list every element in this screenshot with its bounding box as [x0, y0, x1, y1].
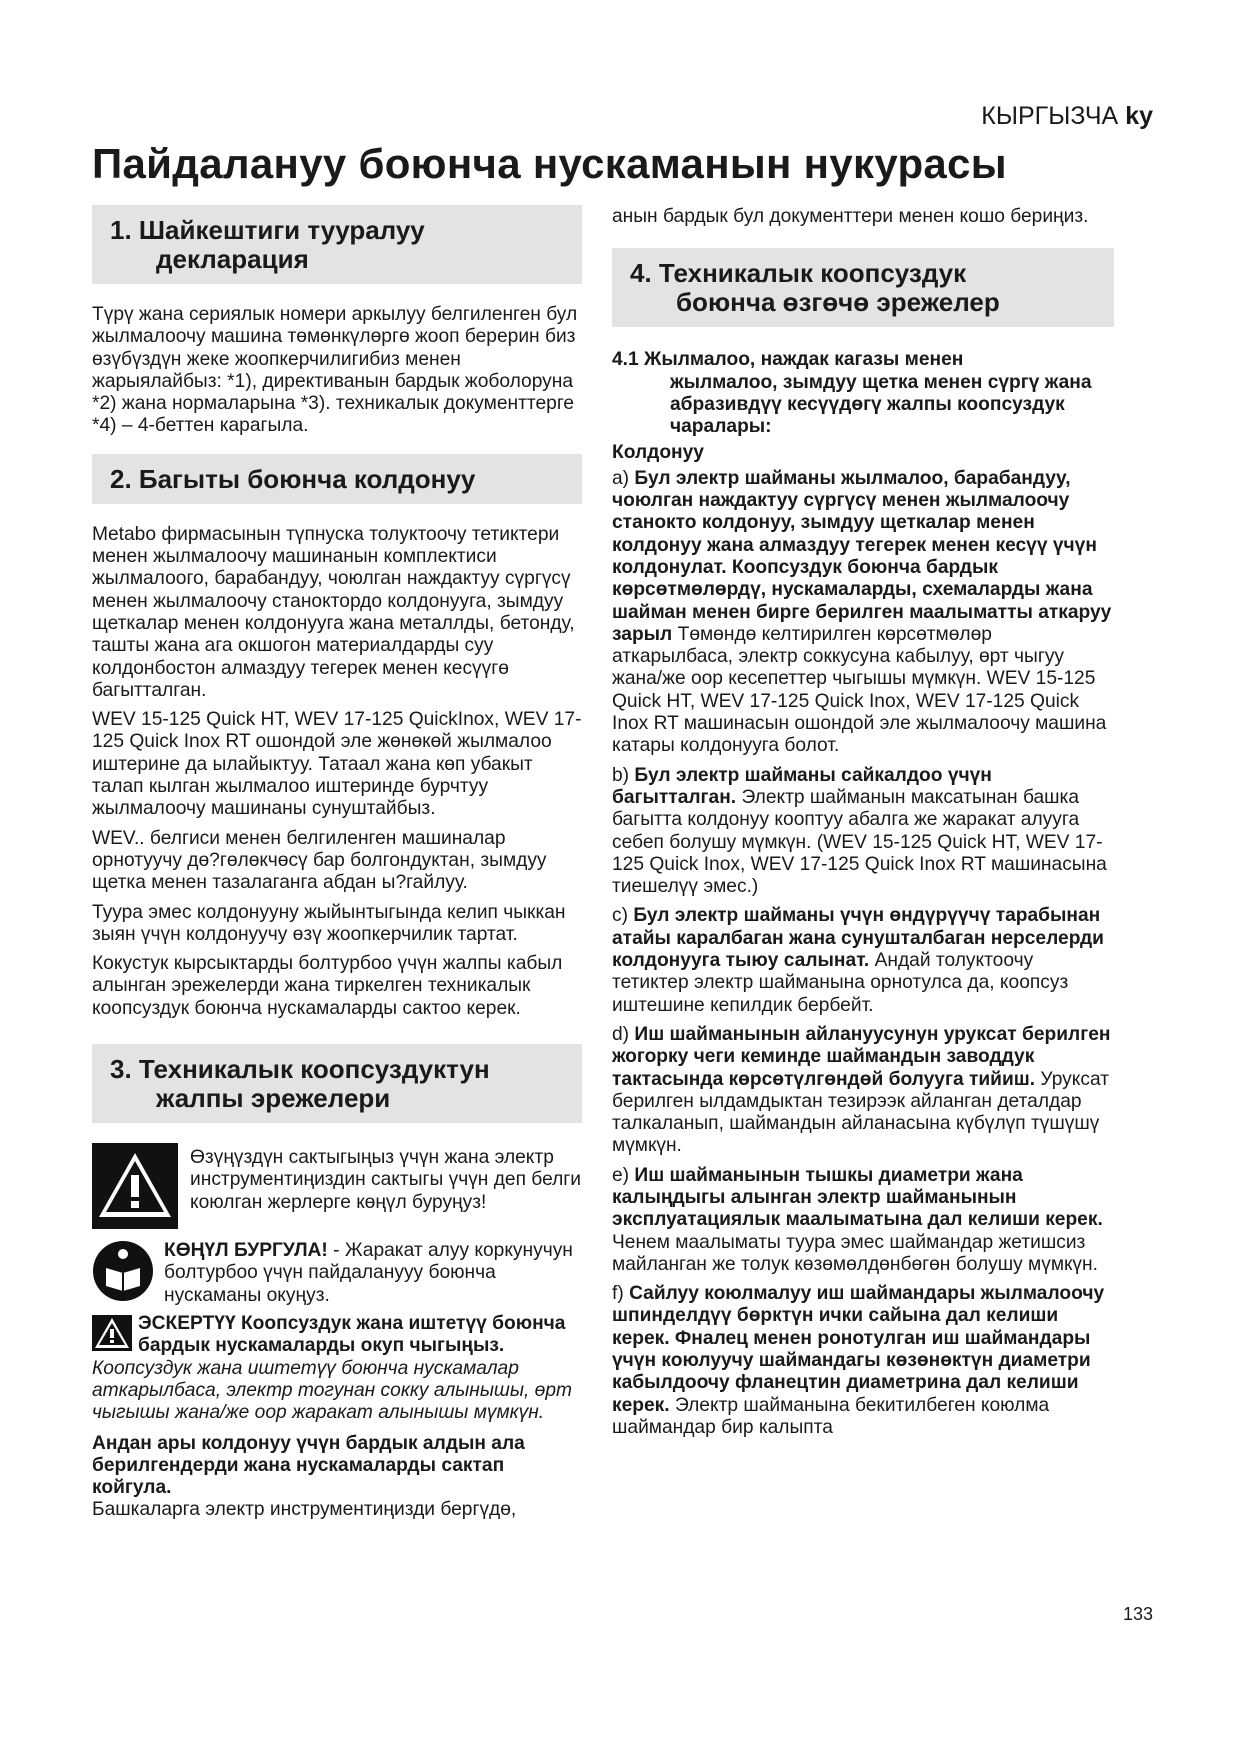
keep-instructions-text: Андан ары колдонуу үчүн бардык алдын ала берилгендерди жана нускамаларды сактап койгула.	[92, 1432, 525, 1499]
read-manual-note	[92, 1240, 582, 1307]
item-d: d) Иш шайманынын айлануусунун уруксат берилген жогорку чеги кеминде шаймандын заводдук тактасында көрсөтүлгөндөй болууга тийиш. Уруксат берилген ылдамдыктан тезирээк айланган деталдар талкаланып, шаймандын айланасына күбүлүп түшүшү мүмкүн.	[612, 1023, 1111, 1157]
subsection-4-1-heading: 4.1 Жылмалоо, наждак кагазы менен жылмалоо, зымдуу щетка менен сүргү жана абразивдүү кесүүдөгү жалпы коопсуздук чаралары:	[612, 349, 1092, 438]
warning-note-text: Өзүңүздүн сактыгыңыз үчүн жана электр инструментиңиздин сактыгы үчүн деп белги коюлган жерлерге көңүл буруңуз!	[190, 1147, 582, 1213]
item-a: a) Бул электр шайманы жылмалоо, барабандуу, чоюлган наждактуу сүргүсү менен жылмалоочу станокто колдонуу, зымдуу щеткалар менен колдонуу жана алмаздуу тегерек менен кесүү үчүн колдонулат. Коопсуздук боюнча бардык көрсөтмөлөрдү, нускамаларды, схемаларды жана шайман менен бирге берилген маалыматты аткаруу зарыл Төмөндө келтирилген көрсөтмөлөр аткарылбаса, электр соккусуна кабылуу, өрт чыгуу жана/же оор кесепеттер чыгышы мүмкүн. WEV 15-125 Quick HT, WEV 17-125 Quick Inox, WEV 17-125 Quick Inox RT машинасын ошондой эле жылмалоочу машина катары колдонууга болот.	[612, 467, 1112, 757]
section-2-paragraph: Кокустук кырсыктарды болтурбоо үчүн жалпы кабыл алынган эрежелерди жана тиркелген техникалык коопсуздук боюнча нускамаларды сактоо керек.	[92, 953, 563, 1019]
right-column	[612, 206, 1114, 1439]
item-c: c) Бул электр шайманы үчүн өндүрүүчү тарабынан атайы каралбаган жана сунушталбаган нерселерди колдонууга тыюу салынат. Андай толуктоочу тетиктер электр шайманына орнотулса да, коопсуз иштешине кепилдик бербейт.	[612, 905, 1104, 1016]
section-2-paragraph: Туура эмес колдонууну жыйынтыгында келип чыккан зыян үчүн колдонуучу өзү жоопкерчилик тартат.	[92, 901, 566, 945]
section-2-heading: 2. Багыты боюнча колдонуу	[92, 454, 582, 504]
section-4-heading: 4. Техникалык коопсуздук боюнча өзгөчө эрежелер	[612, 248, 1114, 327]
read-manual-text: КӨҢҮЛ БУРГУЛА! - Жаракат алуу коркунучун болтурбоо үчүн пайдаланууу боюнча нускаманы окуңуз.	[164, 1240, 573, 1306]
section-1-paragraph: Түрү жана сериялык номери аркылуу белгиленген бул жылмалоочу машина төмөнкүлөргө жооп берерин биз өзүбүздүн жеке жоопкерчилигибиз менен жарыялайбыз: *1), директиванын бардык жоболоруна *2) жана нормаларына *3). техникалык документтерге *4) – 4-беттен карагыла.	[92, 304, 578, 437]
warning-note	[92, 1143, 582, 1234]
continued-text: анын бардык бул документтери менен кошо бериңиз.	[612, 206, 1089, 227]
section-2-paragraph: WEV 15-125 Quick HT, WEV 17-125 QuickInox, WEV 17-125 Quick Inox RT ошондой эле жөнөкөй жылмалоо иштерине да ылайыктуу. Татаал жана көп убакыт талап кылган жылмалоо иштеринде бурчтуу жылмалоочу машинаны сунуштайбыз.	[92, 709, 582, 820]
warning-paragraph: ЭСКЕРТҮҮ Коопсуздук жана иштетүү боюнча бардык нускамаларды окуп чыгыңыз. Коопсуздук жана иштетүү боюнча нускамалар аткарылбаса, электр тогунан сокку алынышы, өрт чыгышы жана/же оор жаракат алынышы мүмкүн.	[92, 1313, 572, 1424]
page-number: 133	[1123, 1604, 1154, 1624]
warning-triangle-icon	[92, 1143, 178, 1234]
item-f: f) Сайлуу коюлмалуу иш шаймандары жылмалоочу шпинделдүү бөрктүн ички сайына дал келиши керек. Фналец менен ронотулган иш шаймандары үчүн коюлуучу шаймандагы көзөнөктүн диаметри кабылдоочу фланецтин диаметрина дал келиши керек. Электр шайманына бекитилбеген коюлма шаймандар бир калыпта	[612, 1283, 1105, 1438]
read-manual-icon	[92, 1240, 154, 1307]
section-3-heading: 3. Техникалык коопсуздуктун жалпы эрежелери	[92, 1044, 582, 1123]
left-column	[92, 205, 582, 1522]
language-label: КЫРГЫЗЧА ky	[981, 102, 1153, 130]
page-title: Пайдалануу боюнча нускаманын нукурасы	[92, 140, 1007, 187]
language-code: ky	[1125, 102, 1153, 130]
section-2-paragraph: Metabo фирмасынын түпнуска толуктоочу тетиктери менен жылмалоочу машинанын комплектиси жылмалоого, барабандуу, чоюлган наждактуу сүргүсү менен жылмалоочу станоктордо колдонууга, зымдуу щеткалар менен колдонууга жана металлды, бетонду, ташты жана ага окшогон материалдарды суу колдонбостон алмаздуу тегерек менен кесүүгө багытталган.	[92, 523, 575, 701]
section-1-heading: 1. Шайкештиги тууралуу декларация	[92, 205, 582, 284]
item-b: b) Бул электр шайманы сайкалдоо үчүн багытталган. Электр шайманын максатынан башка багытта колдонуу кооптуу абалга же жаракат алууга себеп болушу мүмкүн. (WEV 15-125 Quick HT, WEV 17-125 Quick Inox, WEV 17-125 Quick Inox RT машинасына тиешелүү эмес.)	[612, 764, 1107, 898]
item-e: e) Иш шайманынын тышкы диаметри жана калыңдыгы алынган электр шайманынын эксплуатациялык маалыматына дал келиши керек. Ченем маалыматы туура эмес шаймандар жетишсиз майланган же толук көзөмөлдөнбөгөн болушу мүмкүн.	[612, 1164, 1103, 1275]
left-last-line: Башкаларга электр инструментиңизди бергүдө,	[92, 1499, 517, 1521]
small-warning-icon	[92, 1315, 132, 1357]
usage-heading: Колдонуу	[612, 442, 704, 464]
section-2-paragraph: WEV.. белгиси менен белгиленген машиналар орнотуучу дө?гөлөкчөсү бар болгондуктан, зымдуу щетка менен тазалаганга абдан ы?гайлуу.	[92, 827, 547, 894]
